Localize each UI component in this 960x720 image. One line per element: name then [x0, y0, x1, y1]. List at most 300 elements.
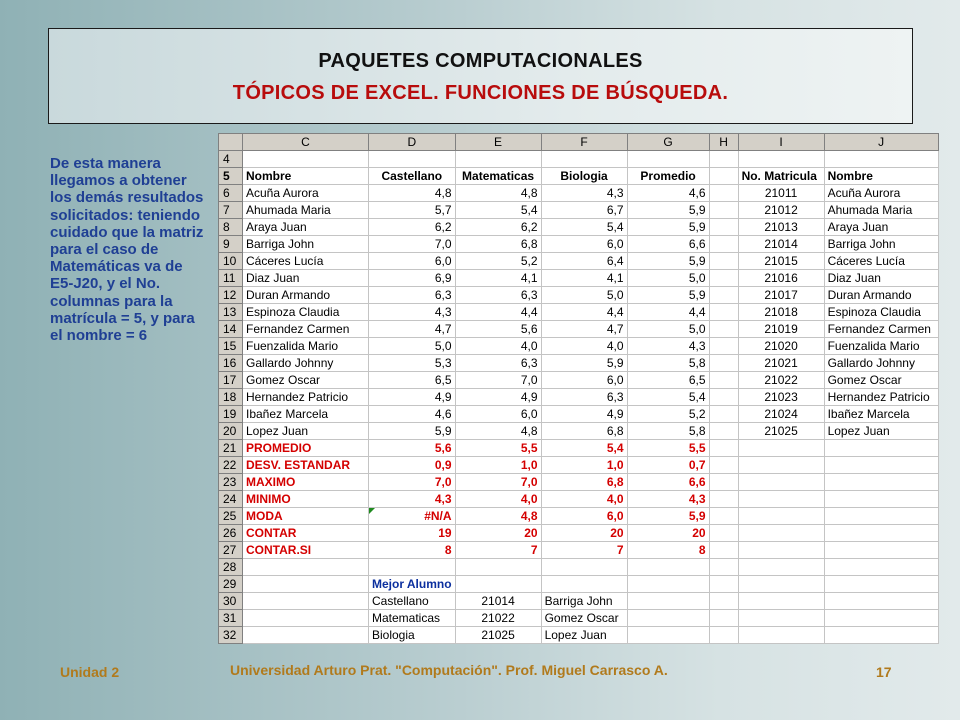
average-cell[interactable]: 6,5: [627, 372, 709, 389]
grade-cell[interactable]: 5,9: [541, 355, 627, 372]
student-name-cell[interactable]: Araya Juan: [243, 219, 369, 236]
cell[interactable]: [369, 151, 456, 168]
stat-row: [219, 474, 939, 491]
cell[interactable]: [455, 151, 541, 168]
lookup-name-cell[interactable]: Ahumada Maria: [824, 202, 938, 219]
cell[interactable]: [369, 559, 456, 576]
grade-cell[interactable]: 4,9: [455, 389, 541, 406]
subject-cell[interactable]: Matematicas: [369, 610, 456, 627]
row-header[interactable]: 10: [219, 253, 243, 270]
lookup-name-cell[interactable]: Gomez Oscar: [824, 372, 938, 389]
row-header[interactable]: 17: [219, 372, 243, 389]
grade-cell[interactable]: 4,1: [541, 270, 627, 287]
row-header[interactable]: 31: [219, 610, 243, 627]
grade-cell[interactable]: 5,4: [455, 202, 541, 219]
lookup-name-cell[interactable]: Fernandez Carmen: [824, 321, 938, 338]
cell[interactable]: [824, 542, 938, 559]
sheet-header-row: [219, 168, 939, 185]
lookup-name-cell[interactable]: Duran Armando: [824, 287, 938, 304]
average-cell[interactable]: 5,9: [627, 202, 709, 219]
cell[interactable]: [243, 627, 369, 644]
header-cell-matricula[interactable]: No. Matricula: [738, 168, 824, 185]
cell[interactable]: [824, 151, 938, 168]
cell[interactable]: [824, 525, 938, 542]
cell[interactable]: [627, 151, 709, 168]
column-header[interactable]: G: [627, 134, 709, 151]
lookup-name-cell[interactable]: Acuña Aurora: [824, 185, 938, 202]
slide-subtitle: TÓPICOS DE EXCEL. FUNCIONES DE BÚSQUEDA.: [232, 82, 729, 104]
grade-cell[interactable]: 6,3: [455, 355, 541, 372]
grade-cell[interactable]: 4,6: [369, 406, 456, 423]
student-name-cell[interactable]: Fernandez Carmen: [243, 321, 369, 338]
matricula-cell[interactable]: 21012: [738, 202, 824, 219]
grade-cell[interactable]: 5,2: [455, 253, 541, 270]
student-name-cell[interactable]: Ahumada Maria: [243, 202, 369, 219]
column-header[interactable]: H: [709, 134, 738, 151]
matricula-cell[interactable]: 21025: [738, 423, 824, 440]
cell[interactable]: [824, 474, 938, 491]
stat-row: [219, 457, 939, 474]
lookup-name-cell[interactable]: Cáceres Lucía: [824, 253, 938, 270]
header-cell-matematicas[interactable]: Matematicas: [455, 168, 541, 185]
row-header[interactable]: 7: [219, 202, 243, 219]
cell[interactable]: [709, 202, 738, 219]
grade-cell[interactable]: 6,2: [455, 219, 541, 236]
stat-value-cell[interactable]: 6,6: [627, 474, 709, 491]
cell[interactable]: [541, 151, 627, 168]
cell[interactable]: [738, 474, 824, 491]
cell[interactable]: [738, 610, 824, 627]
stat-value-cell[interactable]: 7: [455, 542, 541, 559]
stat-label-cell[interactable]: MODA: [243, 508, 369, 525]
student-name-cell[interactable]: Barriga John: [541, 593, 627, 610]
cell[interactable]: [738, 593, 824, 610]
header-cell-castellano[interactable]: Castellano: [369, 168, 456, 185]
cell[interactable]: [709, 440, 738, 457]
stat-row: [219, 491, 939, 508]
grade-cell[interactable]: 6,8: [455, 236, 541, 253]
matricula-cell[interactable]: 21015: [738, 253, 824, 270]
cell[interactable]: [455, 559, 541, 576]
lookup-name-cell[interactable]: Fuenzalida Mario: [824, 338, 938, 355]
stat-value-cell[interactable]: 8: [369, 542, 456, 559]
average-cell[interactable]: 5,0: [627, 321, 709, 338]
grade-cell[interactable]: 4,8: [369, 185, 456, 202]
student-name-cell[interactable]: Duran Armando: [243, 287, 369, 304]
cell[interactable]: [709, 321, 738, 338]
column-header[interactable]: D: [369, 134, 456, 151]
grade-cell[interactable]: 6,9: [369, 270, 456, 287]
column-header[interactable]: C: [243, 134, 369, 151]
row-header[interactable]: 29: [219, 576, 243, 593]
grade-cell[interactable]: 5,0: [369, 338, 456, 355]
row-header[interactable]: 9: [219, 236, 243, 253]
cell[interactable]: [709, 304, 738, 321]
stat-value-cell[interactable]: 6,8: [541, 474, 627, 491]
row-header[interactable]: 5: [219, 168, 243, 185]
average-cell[interactable]: 5,0: [627, 270, 709, 287]
stat-value-cell[interactable]: 19: [369, 525, 456, 542]
stat-value-cell[interactable]: #N/A: [369, 508, 456, 525]
best-student-row: [219, 610, 939, 627]
lookup-name-cell[interactable]: Lopez Juan: [824, 423, 938, 440]
cell[interactable]: [709, 559, 738, 576]
column-header-row: [219, 134, 939, 151]
student-name-cell[interactable]: Diaz Juan: [243, 270, 369, 287]
sheet-row: [219, 576, 939, 593]
grade-cell[interactable]: 6,0: [369, 253, 456, 270]
row-header[interactable]: 24: [219, 491, 243, 508]
student-row: [219, 338, 939, 355]
student-row: [219, 287, 939, 304]
cell[interactable]: [738, 542, 824, 559]
grade-cell[interactable]: 4,0: [455, 338, 541, 355]
student-name-cell[interactable]: Fuenzalida Mario: [243, 338, 369, 355]
row-header[interactable]: 15: [219, 338, 243, 355]
cell[interactable]: [709, 253, 738, 270]
best-student-title[interactable]: Mejor Alumno: [369, 576, 456, 593]
cell[interactable]: [243, 151, 369, 168]
stat-value-cell[interactable]: 5,6: [369, 440, 456, 457]
matricula-cell[interactable]: 21011: [738, 185, 824, 202]
row-header[interactable]: 8: [219, 219, 243, 236]
cell[interactable]: [709, 491, 738, 508]
stat-value-cell[interactable]: 4,3: [627, 491, 709, 508]
slide-title: PAQUETES COMPUTACIONALES: [318, 50, 643, 72]
matricula-cell[interactable]: 21018: [738, 304, 824, 321]
student-name-cell[interactable]: Gallardo Johnny: [243, 355, 369, 372]
grade-cell[interactable]: 4,8: [455, 185, 541, 202]
cell[interactable]: [824, 610, 938, 627]
student-name-cell[interactable]: Acuña Aurora: [243, 185, 369, 202]
cell[interactable]: [709, 151, 738, 168]
stat-value-cell[interactable]: 20: [541, 525, 627, 542]
cell[interactable]: [709, 355, 738, 372]
cell[interactable]: [824, 508, 938, 525]
row-header[interactable]: 25: [219, 508, 243, 525]
stat-value-cell[interactable]: 0,9: [369, 457, 456, 474]
cell[interactable]: [709, 508, 738, 525]
select-all-corner[interactable]: [219, 134, 243, 151]
cell[interactable]: [709, 406, 738, 423]
stat-value-cell[interactable]: 4,3: [369, 491, 456, 508]
row-header[interactable]: 18: [219, 389, 243, 406]
best-student-row: [219, 627, 939, 644]
grade-cell[interactable]: 4,4: [455, 304, 541, 321]
grade-cell[interactable]: 6,0: [541, 236, 627, 253]
subject-cell[interactable]: Biologia: [369, 627, 456, 644]
cell[interactable]: [824, 627, 938, 644]
cell[interactable]: [709, 627, 738, 644]
footer-unit: Unidad 2: [60, 664, 120, 680]
average-cell[interactable]: 4,6: [627, 185, 709, 202]
student-row: [219, 355, 939, 372]
header-cell-nombre[interactable]: Nombre: [243, 168, 369, 185]
matricula-cell[interactable]: 21017: [738, 287, 824, 304]
cell[interactable]: [541, 576, 627, 593]
student-row: [219, 185, 939, 202]
stat-value-cell[interactable]: 4,8: [455, 508, 541, 525]
row-header[interactable]: 13: [219, 304, 243, 321]
stat-value-cell[interactable]: 7: [541, 542, 627, 559]
matricula-cell[interactable]: 21014: [455, 593, 541, 610]
grade-cell[interactable]: 6,5: [369, 372, 456, 389]
cell[interactable]: [243, 610, 369, 627]
grade-cell[interactable]: 4,8: [455, 423, 541, 440]
row-header[interactable]: 27: [219, 542, 243, 559]
matricula-cell[interactable]: 21019: [738, 321, 824, 338]
stat-label-cell[interactable]: CONTAR.SI: [243, 542, 369, 559]
average-cell[interactable]: 5,8: [627, 355, 709, 372]
grade-cell[interactable]: 6,0: [541, 372, 627, 389]
grade-cell[interactable]: 5,9: [369, 423, 456, 440]
grade-cell[interactable]: 4,7: [369, 321, 456, 338]
stat-value-cell[interactable]: 5,5: [627, 440, 709, 457]
average-cell[interactable]: 6,6: [627, 236, 709, 253]
average-cell[interactable]: 4,3: [627, 338, 709, 355]
average-cell[interactable]: 4,4: [627, 304, 709, 321]
cell[interactable]: [738, 457, 824, 474]
cell[interactable]: [709, 287, 738, 304]
grade-cell[interactable]: 5,0: [541, 287, 627, 304]
row-header[interactable]: 28: [219, 559, 243, 576]
column-header[interactable]: F: [541, 134, 627, 151]
student-row: [219, 406, 939, 423]
stat-value-cell[interactable]: 0,7: [627, 457, 709, 474]
row-header[interactable]: 26: [219, 525, 243, 542]
stat-value-cell[interactable]: 4,0: [455, 491, 541, 508]
matricula-cell[interactable]: 21014: [738, 236, 824, 253]
header-cell-biologia[interactable]: Biologia: [541, 168, 627, 185]
grade-cell[interactable]: 6,8: [541, 423, 627, 440]
explanation-text: De esta manera llegamos a obtener los demás resultados solicitados: teniendo cuidado que la matriz para el caso de Matemáticas va de E5-J20, y el No. columnas para la matrícula = 5, y para el nombre = 6: [50, 155, 204, 345]
row-header[interactable]: 22: [219, 457, 243, 474]
row-header[interactable]: 23: [219, 474, 243, 491]
row-header[interactable]: 14: [219, 321, 243, 338]
matricula-cell[interactable]: 21016: [738, 270, 824, 287]
column-header[interactable]: I: [738, 134, 824, 151]
cell[interactable]: [738, 151, 824, 168]
row-header[interactable]: 20: [219, 423, 243, 440]
column-header[interactable]: E: [455, 134, 541, 151]
stat-label-cell[interactable]: MAXIMO: [243, 474, 369, 491]
grade-cell[interactable]: 7,0: [369, 236, 456, 253]
lookup-name-cell[interactable]: Barriga John: [824, 236, 938, 253]
grade-cell[interactable]: 5,3: [369, 355, 456, 372]
student-name-cell[interactable]: Lopez Juan: [243, 423, 369, 440]
matricula-cell[interactable]: 21023: [738, 389, 824, 406]
grade-cell[interactable]: 6,2: [369, 219, 456, 236]
grade-cell[interactable]: 5,7: [369, 202, 456, 219]
row-header[interactable]: 32: [219, 627, 243, 644]
student-row: [219, 389, 939, 406]
cell[interactable]: [541, 559, 627, 576]
grade-cell[interactable]: 5,6: [455, 321, 541, 338]
student-name-cell[interactable]: Espinoza Claudia: [243, 304, 369, 321]
grade-cell[interactable]: 6,3: [541, 389, 627, 406]
stat-label-cell[interactable]: CONTAR: [243, 525, 369, 542]
cell[interactable]: [709, 610, 738, 627]
matricula-cell[interactable]: 21020: [738, 338, 824, 355]
stat-value-cell[interactable]: 1,0: [541, 457, 627, 474]
column-header[interactable]: J: [824, 134, 938, 151]
cell[interactable]: [243, 576, 369, 593]
row-header[interactable]: 19: [219, 406, 243, 423]
stat-value-cell[interactable]: 20: [455, 525, 541, 542]
student-name-cell[interactable]: Ibañez Marcela: [243, 406, 369, 423]
cell[interactable]: [738, 525, 824, 542]
average-cell[interactable]: 5,4: [627, 389, 709, 406]
cell[interactable]: [709, 593, 738, 610]
row-header[interactable]: 16: [219, 355, 243, 372]
average-cell[interactable]: 5,9: [627, 287, 709, 304]
cell[interactable]: [824, 491, 938, 508]
average-cell[interactable]: 5,2: [627, 406, 709, 423]
cell[interactable]: [709, 338, 738, 355]
grade-cell[interactable]: 4,3: [369, 304, 456, 321]
stat-value-cell[interactable]: 7,0: [455, 474, 541, 491]
cell[interactable]: [709, 219, 738, 236]
student-row: [219, 236, 939, 253]
stat-value-cell[interactable]: 1,0: [455, 457, 541, 474]
cell[interactable]: [243, 559, 369, 576]
row-header[interactable]: 11: [219, 270, 243, 287]
row-header[interactable]: 30: [219, 593, 243, 610]
grade-cell[interactable]: 4,9: [369, 389, 456, 406]
student-name-cell[interactable]: Barriga John: [243, 236, 369, 253]
student-row: [219, 219, 939, 236]
grade-cell[interactable]: 4,4: [541, 304, 627, 321]
cell[interactable]: [627, 610, 709, 627]
lookup-name-cell[interactable]: Diaz Juan: [824, 270, 938, 287]
student-row: [219, 372, 939, 389]
stat-value-cell[interactable]: 5,4: [541, 440, 627, 457]
cell[interactable]: [709, 474, 738, 491]
cell[interactable]: [824, 559, 938, 576]
cell[interactable]: [243, 593, 369, 610]
cell[interactable]: [627, 576, 709, 593]
matricula-cell[interactable]: 21021: [738, 355, 824, 372]
grade-cell[interactable]: 6,0: [455, 406, 541, 423]
cell[interactable]: [738, 627, 824, 644]
cell[interactable]: [627, 627, 709, 644]
grade-cell[interactable]: 4,7: [541, 321, 627, 338]
cell[interactable]: [824, 576, 938, 593]
cell[interactable]: [738, 576, 824, 593]
cell[interactable]: [824, 457, 938, 474]
grade-cell[interactable]: 6,7: [541, 202, 627, 219]
cell[interactable]: [627, 559, 709, 576]
grade-cell[interactable]: 7,0: [455, 372, 541, 389]
matricula-cell[interactable]: 21013: [738, 219, 824, 236]
row-header[interactable]: 6: [219, 185, 243, 202]
lookup-name-cell[interactable]: Gallardo Johnny: [824, 355, 938, 372]
grade-cell[interactable]: 4,3: [541, 185, 627, 202]
cell[interactable]: [709, 576, 738, 593]
grade-cell[interactable]: 4,9: [541, 406, 627, 423]
stat-value-cell[interactable]: 5,9: [627, 508, 709, 525]
subject-cell[interactable]: Castellano: [369, 593, 456, 610]
student-name-cell[interactable]: Hernandez Patricio: [243, 389, 369, 406]
cell[interactable]: [627, 593, 709, 610]
stat-label-cell[interactable]: MINIMO: [243, 491, 369, 508]
cell[interactable]: [709, 457, 738, 474]
header-cell-nombre-2[interactable]: Nombre: [824, 168, 938, 185]
student-name-cell[interactable]: Lopez Juan: [541, 627, 627, 644]
cell[interactable]: [709, 270, 738, 287]
stat-value-cell[interactable]: 6,0: [541, 508, 627, 525]
cell[interactable]: [709, 423, 738, 440]
student-name-cell[interactable]: Gomez Oscar: [541, 610, 627, 627]
grade-cell[interactable]: 6,4: [541, 253, 627, 270]
grade-cell[interactable]: 6,3: [369, 287, 456, 304]
matricula-cell[interactable]: 21022: [455, 610, 541, 627]
stat-label-cell[interactable]: PROMEDIO: [243, 440, 369, 457]
cell[interactable]: [824, 440, 938, 457]
lookup-name-cell[interactable]: Hernandez Patricio: [824, 389, 938, 406]
stat-value-cell[interactable]: 8: [627, 542, 709, 559]
average-cell[interactable]: 5,8: [627, 423, 709, 440]
page-number: 17: [876, 664, 892, 680]
grade-cell[interactable]: 4,1: [455, 270, 541, 287]
stat-row: [219, 508, 939, 525]
cell[interactable]: [824, 593, 938, 610]
cell[interactable]: [709, 168, 738, 185]
grade-cell[interactable]: 6,3: [455, 287, 541, 304]
stat-value-cell[interactable]: 5,5: [455, 440, 541, 457]
cell[interactable]: [738, 508, 824, 525]
cell[interactable]: [709, 542, 738, 559]
average-cell[interactable]: 5,9: [627, 253, 709, 270]
lookup-name-cell[interactable]: Araya Juan: [824, 219, 938, 236]
row-header[interactable]: 12: [219, 287, 243, 304]
student-row: [219, 270, 939, 287]
stat-value-cell[interactable]: 4,0: [541, 491, 627, 508]
grade-cell[interactable]: 5,4: [541, 219, 627, 236]
student-row: [219, 321, 939, 338]
row-header[interactable]: 21: [219, 440, 243, 457]
cell[interactable]: [709, 236, 738, 253]
grade-cell[interactable]: 4,0: [541, 338, 627, 355]
header-cell-promedio[interactable]: Promedio: [627, 168, 709, 185]
cell[interactable]: [455, 576, 541, 593]
stat-value-cell[interactable]: 20: [627, 525, 709, 542]
cell[interactable]: [738, 559, 824, 576]
cell[interactable]: [709, 372, 738, 389]
average-cell[interactable]: 5,9: [627, 219, 709, 236]
error-indicator-icon[interactable]: [369, 508, 375, 514]
spreadsheet[interactable]: [218, 133, 939, 644]
stat-label-cell[interactable]: DESV. ESTANDAR: [243, 457, 369, 474]
matricula-cell[interactable]: 21022: [738, 372, 824, 389]
row-header[interactable]: 4: [219, 151, 243, 168]
cell[interactable]: [709, 525, 738, 542]
stat-value-cell[interactable]: 7,0: [369, 474, 456, 491]
cell[interactable]: [709, 389, 738, 406]
matricula-cell[interactable]: 21024: [738, 406, 824, 423]
matricula-cell[interactable]: 21025: [455, 627, 541, 644]
cell[interactable]: [709, 185, 738, 202]
student-name-cell[interactable]: Cáceres Lucía: [243, 253, 369, 270]
lookup-name-cell[interactable]: Ibañez Marcela: [824, 406, 938, 423]
student-name-cell[interactable]: Gomez Oscar: [243, 372, 369, 389]
cell[interactable]: [738, 440, 824, 457]
cell[interactable]: [738, 491, 824, 508]
lookup-name-cell[interactable]: Espinoza Claudia: [824, 304, 938, 321]
stat-row: [219, 440, 939, 457]
title-box: [48, 28, 913, 124]
best-student-row: [219, 593, 939, 610]
